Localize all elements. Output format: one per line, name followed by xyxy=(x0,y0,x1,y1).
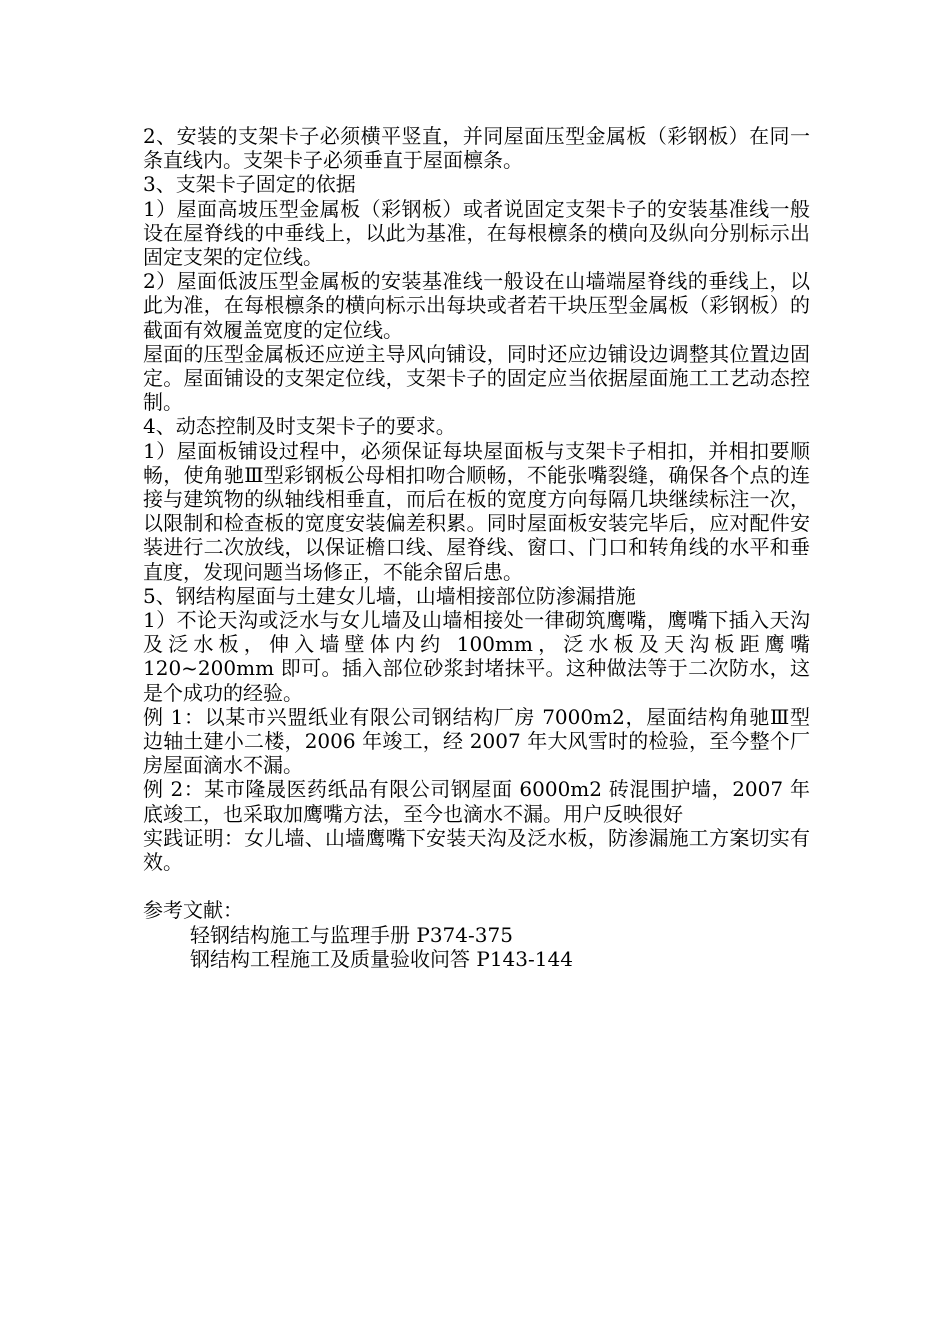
section-heading: 4、动态控制及时支架卡子的要求。 xyxy=(143,414,456,439)
paragraph: 2）屋面低波压型金属板的安装基准线一般设在山墙端屋脊线的垂线上，以此为准，在每根檩条的横向标示出每块或者若干块压型金属板（彩钢板）的截面有效履盖宽度的定位线。 xyxy=(143,269,810,342)
paragraph: 2、安装的支架卡子必须横平竖直，并同屋面压型金属板（彩钢板）在同一条直线内。支架卡子必须垂直于屋面檩条。 xyxy=(143,124,810,173)
section-heading: 5、钢结构屋面与土建女儿墙，山墙相接部位防渗漏措施 xyxy=(143,583,636,608)
document-page xyxy=(143,124,810,971)
reference-item: 钢结构工程施工及质量验收问答 P143-144 xyxy=(190,946,573,971)
paragraph: 1）屋面板铺设过程中，必须保证每块屋面板与支架卡子相扣，并相扣要顺畅，使角驰Ⅲ型彩钢板公母相扣吻合顺畅，不能张嘴裂缝，确保各个点的连接与建筑物的纵轴线相垂直，而后在板的宽度方向每隔几块继续标注一次，以限制和检查板的宽度安装偏差积累。同时屋面板安装完毕后，应对配件安装进行二次放线，以保证檐口线、屋脊线、窗口、门口和转角线的水平和垂直度，发现问题当场修正，不能余留后患。 xyxy=(143,438,810,584)
example-paragraph: 例 2：某市隆晟医药纸品有限公司钢屋面 6000m2 砖混围护墙，2007 年底竣工，也采取加鹰嘴方法，至今也滴水不漏。用户反映很好 xyxy=(143,777,810,826)
references-title: 参考文献： xyxy=(143,898,243,923)
paragraph: 1）不论天沟或泛水与女儿墙及山墙相接处一律砌筑鹰嘴，鹰嘴下插入天沟及泛水板，伸入墙壁体内约 100mm，泛水板及天沟板距鹰嘴 120~200mm 即可。插入部位砂浆封堵抹平。这种做法等于二次防水，这是个成功的经验。 xyxy=(143,608,810,705)
blank-line xyxy=(143,874,810,898)
reference-item: 轻钢结构施工与监理手册 P374-375 xyxy=(190,922,513,947)
paragraph: 1）屋面高坡压型金属板（彩钢板）或者说固定支架卡子的安装基准线一般设在屋脊线的中垂线上，以此为基准，在每根檩条的横向及纵向分别标示出固定支架的定位线。 xyxy=(143,196,810,270)
conclusion-paragraph: 实践证明：女儿墙、山墙鹰嘴下安装天沟及泛水板，防渗漏施工方案切实有效。 xyxy=(143,825,810,875)
section-heading: 3、支架卡子固定的依据 xyxy=(143,172,356,197)
example-paragraph: 例 1：以某市兴盟纸业有限公司钢结构厂房 7000m2，屋面结构角驰Ⅲ型边轴土建小二楼，2006 年竣工，经 2007 年大风雪时的检验，至今整个厂房屋面滴水不漏。 xyxy=(143,704,810,778)
paragraph: 屋面的压型金属板还应逆主导风向铺设，同时还应边铺设边调整其位置边固定。屋面铺设的支架定位线，支架卡子的固定应当依据屋面施工工艺动态控制。 xyxy=(143,341,810,415)
